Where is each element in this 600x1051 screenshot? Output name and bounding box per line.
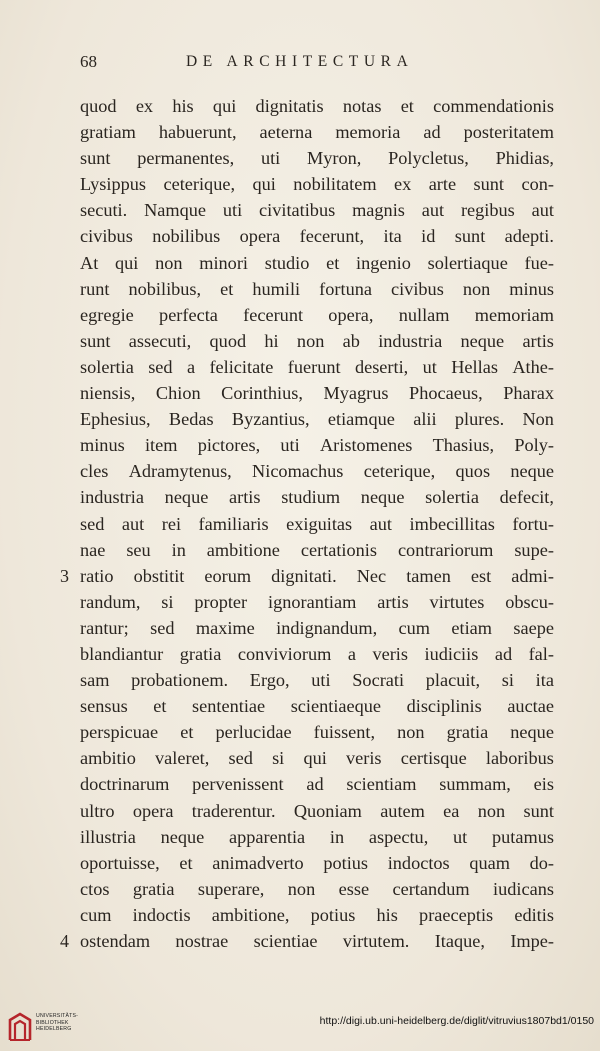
text-line: sam probationem. Ergo, uti Socrati placuit, si ita [80,670,554,691]
text-line: egregie perfecta fecerunt opera, nullam memoriam [80,304,554,325]
text-line: solertia sed a felicitate fuerunt deserti, ut Hellas Athe- [80,356,554,377]
text-line: industria neque artis studium neque solertia defecit, [80,487,554,508]
text-line: ratio obstitit eorum dignitati. Nec tamen est admi- [80,565,554,586]
text-line: illustria neque apparentia in aspectu, ut putamus [80,826,554,847]
section-number: 3 [60,565,69,586]
text-line: niensis, Chion Corinthius, Myagrus Phocaeus, Pharax [80,383,554,404]
section-number: 4 [60,931,69,952]
library-logo-text: UNIVERSITÄTS- BIBLIOTHEK HEIDELBERG [36,1013,79,1032]
text-line: sed aut rei familiaris exiguitas aut imbecillitas fortu- [80,513,554,534]
text-line: secuti. Namque uti civitatibus magnis aut regibus aut [80,200,554,221]
text-line: randum, si propter ignorantiam artis virtutes obscu- [80,591,554,612]
text-line: sunt permanentes, uti Myron, Polycletus, Phidias, [80,148,554,169]
running-title: DE ARCHITECTURA [186,53,414,70]
text-line: ultro opera traderentur. Quoniam autem ea non sunt [80,800,554,821]
body-text [80,93,554,954]
text-line: blandiantur gratia conviviorum a veris iudiciis ad fal- [80,643,554,664]
text-line: oportuisse, et animadverto potius indoctos quam do- [80,852,554,873]
text-line: Lysippus ceterique, qui nobilitatem ex arte sunt con- [80,174,554,195]
page-header [0,52,600,76]
text-line: nae seu in ambitione certationis contrariorum supe- [80,539,554,560]
text-line: Ephesius, Bedas Byzantius, etiamque alii plures. Non [80,409,554,430]
source-url-link[interactable]: http://digi.ub.uni-heidelberg.de/diglit/vitruvius1807bd1/0150 [319,1015,594,1027]
page-number: 68 [80,52,97,71]
text-line: civibus nobilibus opera fecerunt, ita id sunt adepti. [80,226,554,247]
text-line: cles Adramytenus, Nicomachus ceterique, quos neque [80,461,554,482]
text-line: cum indoctis ambitione, potius his praeceptis editis [80,904,554,925]
text-line: minus item pictores, uti Aristomenes Thasius, Poly- [80,435,554,456]
text-line: ostendam nostrae scientiae virtutem. Itaque, Impe- [80,931,554,951]
text-line: runt nobilibus, et humili fortuna civibus non minus [80,278,554,299]
text-line: sensus et sententiae scientiaeque disciplinis auctae [80,696,554,717]
library-logo [8,1010,88,1048]
text-line: rantur; sed maxime indignandum, cum etiam saepe [80,617,554,638]
text-line: ctos gratia superare, non esse certandum iudicans [80,878,554,899]
text-line: perspicuae et perlucidae fuissent, non gratia neque [80,722,554,743]
text-line: ambitio valeret, sed si qui veris certisque laboribus [80,748,554,769]
library-logo-icon [8,1012,32,1042]
text-line: At qui non minori studio et ingenio solertiaque fue- [80,252,554,273]
text-line: sunt assecuti, quod hi non ab industria neque artis [80,330,554,351]
text-line: quod ex his qui dignitatis notas et commendationis [80,96,554,116]
text-line: doctrinarum pervenissent ad scientiam summam, eis [80,774,554,795]
text-line: gratiam habuerunt, aeterna memoria ad posteritatem [80,122,554,143]
